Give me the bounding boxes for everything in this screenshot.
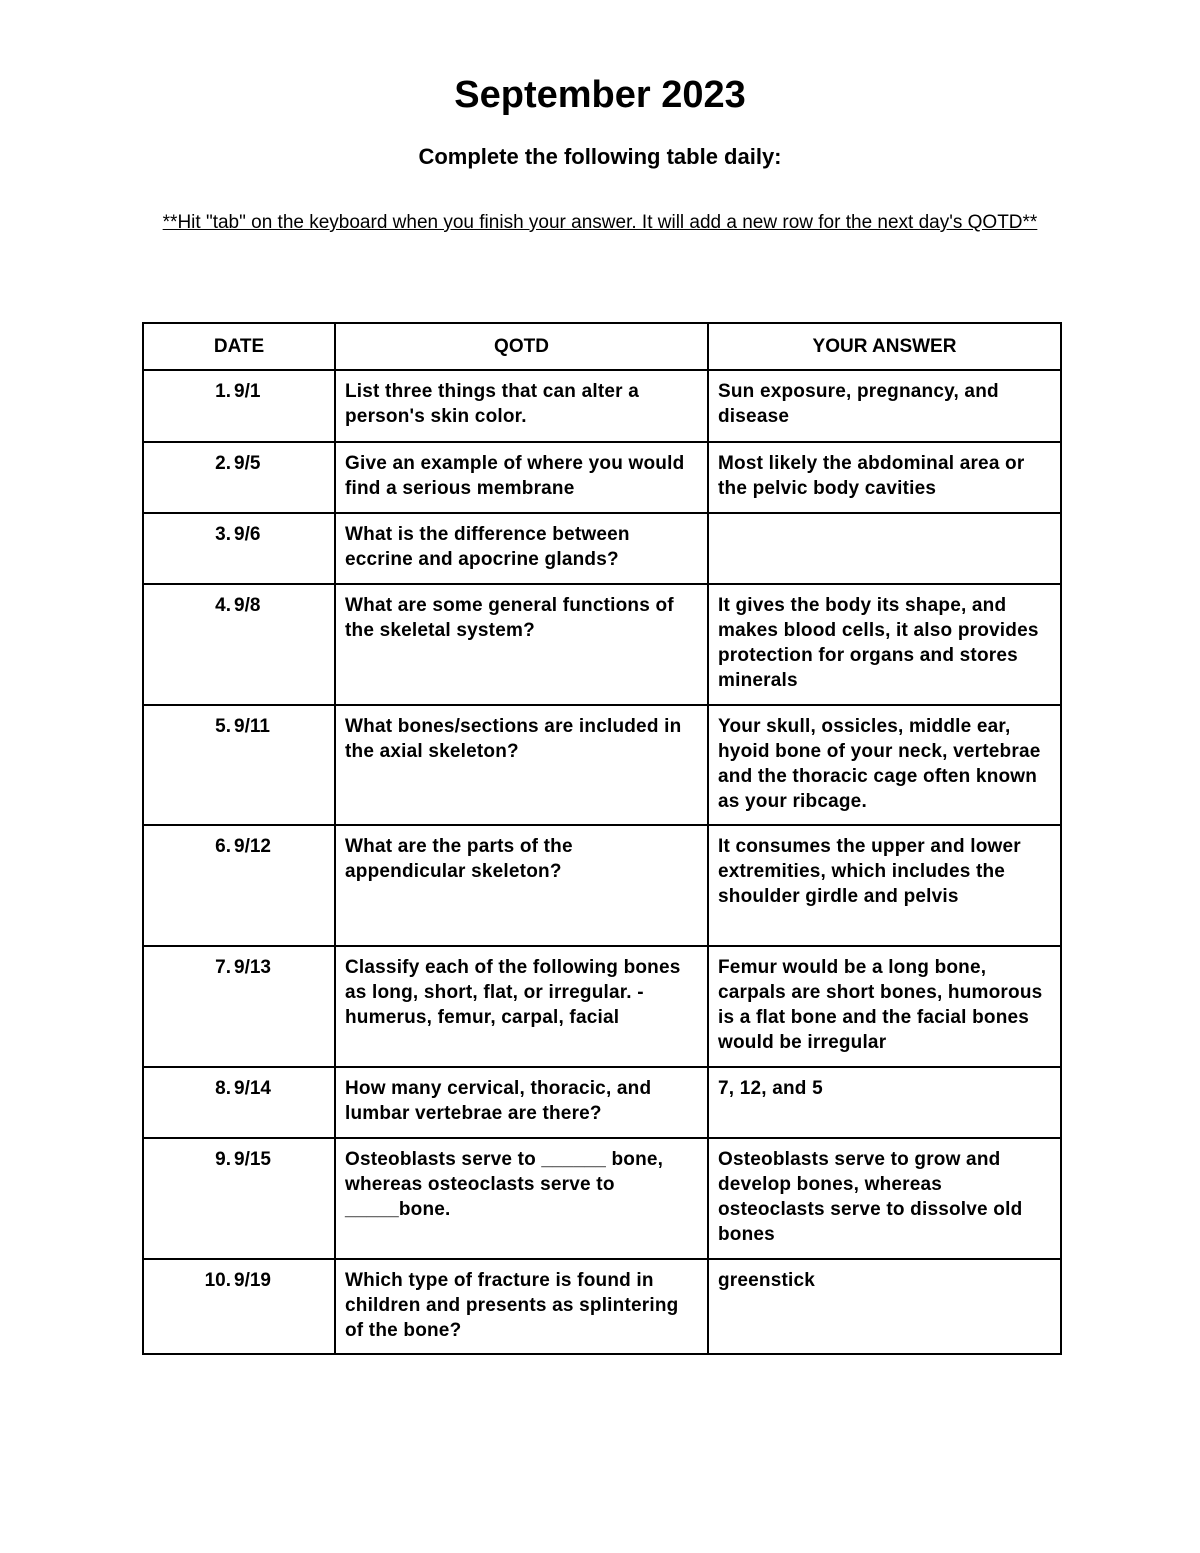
date-cell: [143, 442, 335, 513]
question-cell: Which type of fracture is found in children and presents as splintering of the bone?: [335, 1259, 708, 1354]
row-number: 2.: [215, 453, 231, 474]
answer-cell[interactable]: Sun exposure, pregnancy, and disease: [708, 370, 1061, 442]
table-row: [143, 1067, 1061, 1138]
row-date: 9/19: [234, 1270, 271, 1291]
answer-cell[interactable]: Most likely the abdominal area or the pelvic body cavities: [708, 442, 1061, 513]
row-date: 9/12: [234, 836, 271, 857]
date-cell: [143, 513, 335, 584]
answer-cell[interactable]: [708, 513, 1061, 584]
row-date: 9/6: [234, 524, 261, 545]
row-date: 9/1: [234, 381, 261, 402]
date-cell: [143, 705, 335, 825]
date-cell: [143, 825, 335, 946]
row-number: 4.: [215, 595, 231, 616]
row-number: 9.: [215, 1149, 231, 1170]
table-row: [143, 946, 1061, 1067]
answer-cell[interactable]: 7, 12, and 5: [708, 1067, 1061, 1138]
row-date: 9/8: [234, 595, 261, 616]
row-number: 6.: [215, 836, 231, 857]
table-row: [143, 513, 1061, 584]
question-cell: Osteoblasts serve to ______ bone, whereas osteoclasts serve to _____bone.: [335, 1138, 708, 1259]
date-cell: [143, 370, 335, 442]
date-cell: [143, 946, 335, 1067]
table-row: [143, 705, 1061, 825]
question-cell: Classify each of the following bones as long, short, flat, or irregular. - humerus, femur, carpal, facial: [335, 946, 708, 1067]
row-date: 9/15: [234, 1149, 271, 1170]
table-row: [143, 442, 1061, 513]
answer-cell[interactable]: Your skull, ossicles, middle ear, hyoid bone of your neck, vertebrae and the thoracic cage often known as your ribcage.: [708, 705, 1061, 825]
row-number: 1.: [215, 381, 231, 402]
date-cell: [143, 1259, 335, 1354]
question-cell: What are the parts of the appendicular skeleton?: [335, 825, 708, 946]
document-title: September 2023: [454, 74, 746, 116]
instructions-text: **Hit "tab" on the keyboard when you finish your answer. It will add a new row for the next day's QOTD**: [162, 212, 1038, 233]
row-date: 9/11: [234, 716, 270, 737]
answer-cell[interactable]: greenstick: [708, 1259, 1061, 1354]
answer-cell[interactable]: It consumes the upper and lower extremities, which includes the shoulder girdle and pelvis: [708, 825, 1061, 946]
question-cell: What are some general functions of the skeletal system?: [335, 584, 708, 705]
question-cell: How many cervical, thoracic, and lumbar vertebrae are there?: [335, 1067, 708, 1138]
row-number: 3.: [215, 524, 231, 545]
table-header-row: [143, 323, 1061, 370]
answer-cell[interactable]: Femur would be a long bone, carpals are short bones, humorous is a flat bone and the facial bones would be irregular: [708, 946, 1061, 1067]
table-row: [143, 1259, 1061, 1354]
qotd-table: [142, 322, 1062, 1355]
header-qotd: QOTD: [335, 323, 708, 370]
date-cell: [143, 1067, 335, 1138]
answer-cell[interactable]: Osteoblasts serve to grow and develop bones, whereas osteoclasts serve to dissolve old bones: [708, 1138, 1061, 1259]
question-cell: List three things that can alter a person's skin color.: [335, 370, 708, 442]
date-cell: [143, 584, 335, 705]
question-cell: Give an example of where you would find a serious membrane: [335, 442, 708, 513]
header-date: DATE: [143, 323, 335, 370]
header-your-answer: YOUR ANSWER: [708, 323, 1061, 370]
row-number: 7.: [215, 957, 231, 978]
row-date: 9/14: [234, 1078, 271, 1099]
row-number: 5.: [215, 716, 231, 737]
question-cell: What is the difference between eccrine and apocrine glands?: [335, 513, 708, 584]
row-date: 9/13: [234, 957, 271, 978]
table-row: [143, 1138, 1061, 1259]
date-cell: [143, 1138, 335, 1259]
table-row: [143, 584, 1061, 705]
question-cell: What bones/sections are included in the axial skeleton?: [335, 705, 708, 825]
document-subtitle: Complete the following table daily:: [418, 144, 782, 169]
answer-cell[interactable]: It gives the body its shape, and makes blood cells, it also provides protection for organs and stores minerals: [708, 584, 1061, 705]
table-row: [143, 825, 1061, 946]
row-number: 10.: [204, 1270, 231, 1291]
table-row: [143, 370, 1061, 442]
row-date: 9/5: [234, 453, 261, 474]
row-number: 8.: [215, 1078, 231, 1099]
